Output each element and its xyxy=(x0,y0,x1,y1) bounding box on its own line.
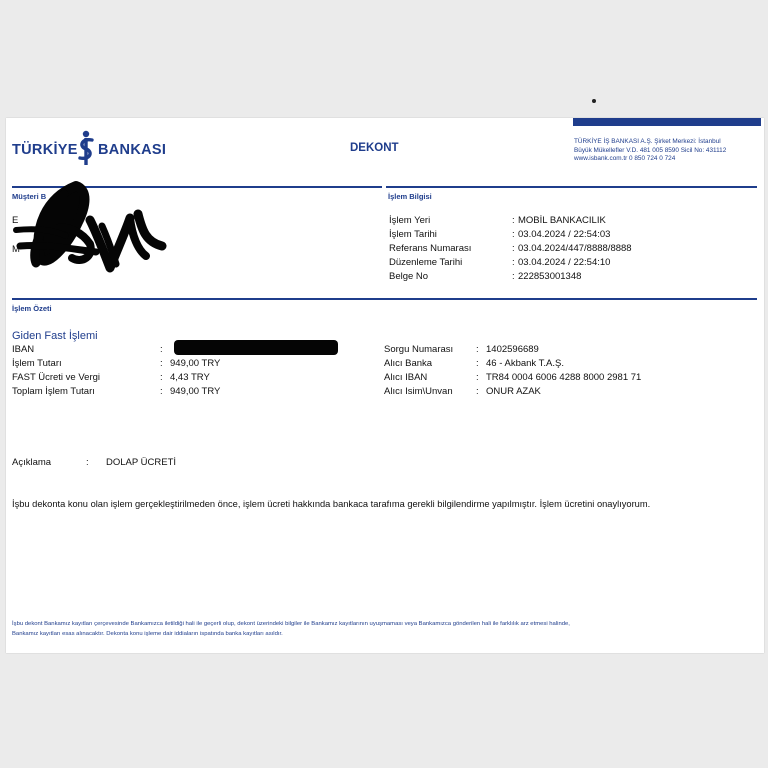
transaction-section-title: İşlem Bilgisi xyxy=(388,192,432,201)
summary-label: İşlem Tutarı xyxy=(12,358,62,369)
transaction-section-line xyxy=(386,186,757,188)
bank-info-line: Büyük Mükellefler V.D. 481 005 8590 Sicil No: 431112 xyxy=(574,146,727,154)
bank-info-line: www.isbank.com.tr 0 850 724 0 724 xyxy=(574,155,676,163)
page-title: DEKONT xyxy=(350,142,399,154)
separator: : xyxy=(160,386,163,397)
summary-label: Alıcı IBAN xyxy=(384,372,428,383)
separator: : xyxy=(512,271,515,282)
summary-value: 949,00 TRY xyxy=(170,386,221,397)
summary-value: 4,43 TRY xyxy=(170,372,210,383)
transaction-info-label: Düzenleme Tarihi xyxy=(389,257,463,268)
transaction-info-value: 03.04.2024 / 22:54:10 xyxy=(518,257,611,268)
customer-row-label: M xyxy=(12,244,20,255)
separator: : xyxy=(160,358,163,369)
transaction-info-label: Referans Numarası xyxy=(389,243,472,254)
separator: : xyxy=(86,457,89,468)
separator: : xyxy=(476,372,479,383)
separator: : xyxy=(476,386,479,397)
summary-value: TR84 0004 6006 4288 8000 2981 71 xyxy=(486,372,642,383)
transfer-type: Giden Fast İşlemi xyxy=(12,330,98,342)
bank-info xyxy=(574,138,726,164)
summary-label: IBAN xyxy=(12,344,35,355)
transaction-info-label: Belge No xyxy=(389,271,429,282)
summary-label: Toplam İşlem Tutarı xyxy=(12,386,95,397)
transaction-info-label: İşlem Tarihi xyxy=(389,229,437,240)
separator: : xyxy=(160,344,163,355)
description-label: Açıklama xyxy=(12,457,52,468)
summary-label: Alıcı Banka xyxy=(384,358,433,369)
footer-line: Bankamız kayıtları esas alınacaktır. Dekonta konu işleme dair iddiaların ispatında banka kayıtları asıldır. xyxy=(12,630,283,637)
separator: : xyxy=(476,358,479,369)
summary-section-title: İşlem Özeti xyxy=(12,304,52,313)
footer-disclaimer xyxy=(12,620,762,639)
summary-value: ONUR AZAK xyxy=(486,386,541,397)
iban-redaction xyxy=(174,340,338,355)
consent-text: İşbu dekonta konu olan işlem gerçekleştirilmeden önce, işlem ücreti hakkında bankaca tarafıma gerekli bilgilendirme yapılmıştır. İşlem ücretini onaylıyorum. xyxy=(12,499,651,509)
separator: : xyxy=(512,229,515,240)
customer-row-label: E xyxy=(12,215,19,226)
redaction-scribble xyxy=(6,118,206,288)
summary-label: Alıcı Isim\Unvan xyxy=(384,386,453,397)
transaction-info-value: 03.04.2024/447/8888/8888 xyxy=(518,243,632,254)
customer-section-title: Müşteri B xyxy=(12,192,47,201)
bank-logo-text-left: TÜRKİYE xyxy=(12,142,78,158)
bank-logo-text-right: BANKASI xyxy=(98,142,167,158)
header-accent-bar xyxy=(573,118,761,126)
footer-line: İşbu dekont Bankamız kayıtları çerçevesinde Bankamızca iletildiği hali ile geçerli olup, dekont üzerindeki bilgiler ile Bankamız kayıtlarının uyuşmaması veya Bankamızca gönderilen hali ile farklılık arz etmesi halinde, xyxy=(12,621,570,627)
summary-value: 1402596689 xyxy=(486,344,539,355)
transaction-info-value: 222853001348 xyxy=(518,271,582,282)
transaction-info-value: MOBİL BANKACILIK xyxy=(518,215,606,226)
summary-value: 46 - Akbank T.A.Ş. xyxy=(486,358,564,369)
summary-value: 949,00 TRY xyxy=(170,358,221,369)
summary-label: Sorgu Numarası xyxy=(384,344,454,355)
summary-label: FAST Ücreti ve Vergi xyxy=(12,372,100,383)
description-value: DOLAP ÜCRETİ xyxy=(106,457,177,468)
bank-info-line: TÜRKİYE İŞ BANKASI A.Ş. Şirket Merkezi: İstanbul xyxy=(574,138,721,145)
separator: : xyxy=(476,344,479,355)
transaction-info-value: 03.04.2024 / 22:54:03 xyxy=(518,229,611,240)
receipt-document xyxy=(6,118,764,653)
separator: : xyxy=(512,215,515,226)
speck-dot xyxy=(592,99,596,103)
separator: : xyxy=(160,372,163,383)
separator: : xyxy=(512,257,515,268)
separator: : xyxy=(512,243,515,254)
transaction-info-label: İşlem Yeri xyxy=(389,215,431,226)
summary-section-line xyxy=(12,298,757,300)
